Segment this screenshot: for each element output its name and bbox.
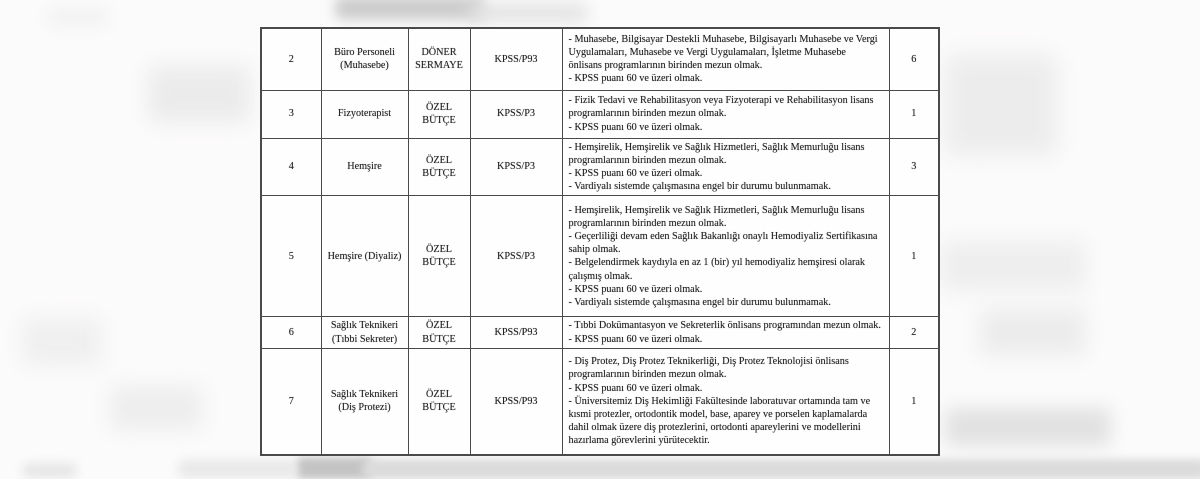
budget-type-cell: ÖZEL BÜTÇE xyxy=(408,348,470,455)
document-page xyxy=(260,27,940,456)
requirements-cell xyxy=(562,196,889,317)
quota-cell: 1 xyxy=(889,348,939,455)
table-row xyxy=(261,90,939,138)
budget-type-cell: ÖZEL BÜTÇE xyxy=(408,317,470,348)
blurred-artifact xyxy=(178,460,298,478)
kpss-score-type-cell: KPSS/P93 xyxy=(470,317,562,348)
blurred-artifact xyxy=(940,241,1086,291)
row-number-cell: 7 xyxy=(261,348,321,455)
job-positions-table xyxy=(260,27,940,456)
blurred-artifact xyxy=(468,4,588,22)
blurred-artifact xyxy=(110,386,202,430)
row-number-cell: 3 xyxy=(261,90,321,138)
table-row xyxy=(261,28,939,90)
table-row xyxy=(261,196,939,317)
blurred-artifact xyxy=(22,463,77,478)
budget-type-cell: ÖZEL BÜTÇE xyxy=(408,90,470,138)
kpss-score-type-cell: KPSS/P3 xyxy=(470,138,562,196)
blurred-artifact xyxy=(980,308,1086,356)
quota-cell: 2 xyxy=(889,317,939,348)
blurred-artifact xyxy=(945,55,1057,155)
position-title-cell: Sağlık Teknikeri (Tıbbi Sekreter) xyxy=(321,317,408,348)
budget-type-cell: DÖNER SERMAYE xyxy=(408,28,470,90)
requirement-item: - KPSS puanı 60 ve üzeri olmak. xyxy=(568,382,703,394)
kpss-score-type-cell: KPSS/P93 xyxy=(470,28,562,90)
requirements-cell xyxy=(562,138,889,196)
requirement-item: - Vardiyalı sistemde çalışmasına engel bir durumu bulunmamak. xyxy=(568,181,831,193)
blurred-artifact xyxy=(945,408,1111,446)
row-number-cell: 4 xyxy=(261,138,321,196)
position-title-cell: Büro Personeli (Muhasebe) xyxy=(321,28,408,90)
position-title-cell: Hemşire xyxy=(321,138,408,196)
requirement-item: - Muhasebe, Bilgisayar Destekli Muhasebe, Bilgisayarlı Muhasebe ve Vergi Uygulamaları, Muhasebe ve Vergi Uygulamaları, İşletme Muhasebe önlisans programlarının birinden mezun olmak. xyxy=(568,33,878,72)
kpss-score-type-cell: KPSS/P93 xyxy=(470,348,562,455)
blurred-artifact xyxy=(22,318,102,366)
row-number-cell: 2 xyxy=(261,28,321,90)
requirements-cell xyxy=(562,348,889,455)
blurred-artifact xyxy=(295,457,373,479)
requirement-item: - Geçerliliği devam eden Sağlık Bakanlığı onaylı Hemodiyaliz Sertifikasına sahip olmak. xyxy=(568,230,878,256)
requirement-item: - Üniversitemiz Diş Hekimliği Fakültesinde laboratuvar ortamında tam ve kısmi protezler, ortodontik model, base, aparey ve porselen kaplamalarda dahil olmak üzere diş protezlerini, ortodonti apareylerini ve modellerini hazırlama görevlerini yürütecektir. xyxy=(568,395,871,447)
quota-cell: 1 xyxy=(889,196,939,317)
table-row xyxy=(261,317,939,348)
requirement-item: - KPSS puanı 60 ve üzeri olmak. xyxy=(568,283,703,295)
row-number-cell: 5 xyxy=(261,196,321,317)
quota-cell: 1 xyxy=(889,90,939,138)
kpss-score-type-cell: KPSS/P3 xyxy=(470,90,562,138)
requirement-item: - Hemşirelik, Hemşirelik ve Sağlık Hizmetleri, Sağlık Memurluğu lisans programlarının birinden mezun olmak. xyxy=(568,204,865,229)
blurred-artifact xyxy=(362,459,1200,479)
requirements-cell xyxy=(562,90,889,138)
quota-cell: 3 xyxy=(889,138,939,196)
budget-type-cell: ÖZEL BÜTÇE xyxy=(408,196,470,317)
row-number-cell: 6 xyxy=(261,317,321,348)
requirements-cell xyxy=(562,28,889,90)
requirement-item: - Vardiyalı sistemde çalışmasına engel bir durumu bulunmamak. xyxy=(568,296,831,308)
table-row xyxy=(261,348,939,455)
requirement-item: - Hemşirelik, Hemşirelik ve Sağlık Hizmetleri, Sağlık Memurluğu lisans programlarının birinden mezun olmak. xyxy=(568,141,865,166)
position-title-cell: Sağlık Teknikeri (Diş Protezi) xyxy=(321,348,408,455)
requirement-item: - Diş Protez, Diş Protez Teknikerliği, Diş Protez Teknolojisi önlisans programlarının birinden mezun olmak. xyxy=(568,356,849,381)
budget-type-cell: ÖZEL BÜTÇE xyxy=(408,138,470,196)
blurred-artifact xyxy=(48,8,108,26)
requirement-item: - KPSS puanı 60 ve üzeri olmak. xyxy=(568,121,703,133)
position-title-cell: Hemşire (Diyaliz) xyxy=(321,196,408,317)
requirements-cell xyxy=(562,317,889,348)
requirement-item: - Tıbbi Dokümantasyon ve Sekreterlik önlisans programından mezun olmak. xyxy=(568,320,881,332)
kpss-score-type-cell: KPSS/P3 xyxy=(470,196,562,317)
blurred-artifact xyxy=(335,0,485,20)
quota-cell: 6 xyxy=(889,28,939,90)
requirement-item: - Fizik Tedavi ve Rehabilitasyon veya Fizyoterapi ve Rehabilitasyon lisans programlarının birinden mezun olmak. xyxy=(568,95,874,120)
position-title-cell: Fizyoterapist xyxy=(321,90,408,138)
table-row xyxy=(261,138,939,196)
requirement-item: - KPSS puanı 60 ve üzeri olmak. xyxy=(568,73,703,85)
requirement-item: - KPSS puanı 60 ve üzeri olmak. xyxy=(568,333,703,345)
requirement-item: - Belgelendirmek kaydıyla en az 1 (bir) yıl hemodiyaliz hemşiresi olarak çalışmış olmak. xyxy=(568,257,865,282)
blurred-artifact xyxy=(148,66,250,122)
table-body xyxy=(261,28,939,455)
requirement-item: - KPSS puanı 60 ve üzeri olmak. xyxy=(568,167,703,179)
